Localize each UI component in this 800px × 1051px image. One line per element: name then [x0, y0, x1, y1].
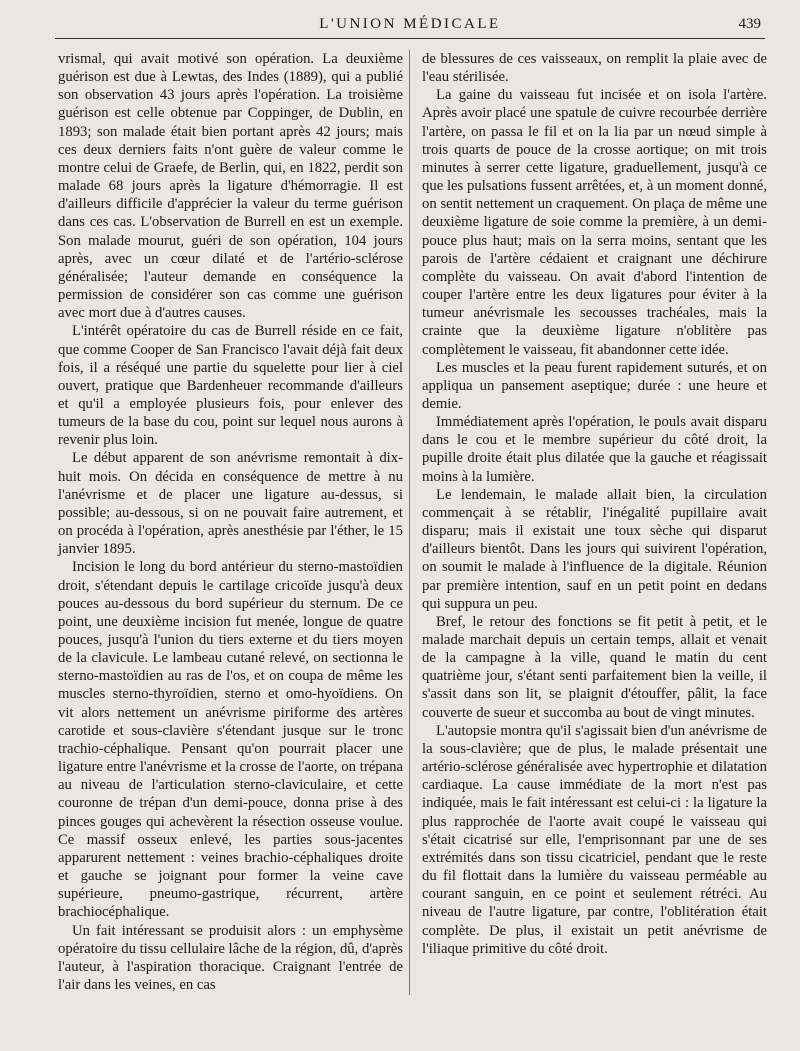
left-column: [58, 50, 403, 994]
right-column: [422, 50, 767, 958]
paragraph: vrismal, qui avait motivé son opération. La deuxième guérison est due à Lewtas, des Indes (1889), qui a publié son observation 43 jours après l'opération. La troisième guérison est celle obtenue par Coppinger, de Dublin, en 1893; son malade était bien portant après 42 jours; mais ces deux derniers faits n'ont guère de valeur comme le montre celui de Graefe, de Berlin, qui, en 1822, perdit son malade 68 jours après la ligature d'hémorragie. Il est d'ailleurs difficile d'apprécier la valeur du terme guérison dans ces cas. L'observation de Burrell en est un exemple. Son malade mourut, guéri de son opération, 104 jours après, avec un cœur dilaté et de l'artério-sclérose généralisée; l'auteur demande en conséquence la permission de considérer son cas comme une guérison avec mort due à d'autres causes.: [58, 51, 403, 322]
paragraph: Les muscles et la peau furent rapidement suturés, et on appliqua un pansement aseptique; durée : une heure et demie.: [422, 359, 767, 412]
running-header: [55, 12, 765, 39]
paragraph: Un fait intéressant se produisit alors : un emphysème opératoire du tissu cellulaire lâche de la région, dû, d'après l'auteur, à l'aspiration thoracique. Craignant l'entrée de l'air dans les veines, en cas: [58, 922, 403, 993]
paragraph: Bref, le retour des fonctions se fit petit à petit, et le malade marchait depuis un certain temps, allait et venait de la campagne à la ville, quand le matin du cent quatrième jour, s'étant senti parfaitement bien la veille, il s'assit dans son lit, se plaignit d'étouffer, pâlit, la face couverte de sueur et succomba au bout de vingt minutes.: [422, 613, 767, 721]
page-number: 439: [738, 16, 761, 32]
paragraph: Le début apparent de son anévrisme remontait à dix-huit mois. On décida en conséquence de mettre à nu l'anévrisme et de placer une ligature au-dessus, si possible; au-dessous, si on ne pouvait faire autrement, et on procéda à l'opération, après anesthésie par l'éther, le 15 janvier 1895.: [58, 450, 403, 558]
column-divider: [409, 50, 410, 995]
paragraph: L'intérêt opératoire du cas de Burrell réside en ce fait, que comme Cooper de San Francisco l'avait déjà fait deux fois, il a réséqué une partie du squelette pour lier à ciel ouvert, pratique que Bardenheuer recommande d'ailleurs et qu'il a employée plusieurs fois, pour enlever des tumeurs de la base du cou, point sur lequel nous aurons à revenir plus loin.: [58, 323, 403, 449]
paragraph: Incision le long du bord antérieur du sterno-mastoïdien droit, s'étendant depuis le cartilage cricoïde jusqu'à deux pouces au-dessous du bord supérieur du sternum. De ce point, une deuxième incision fut menée, longue de quatre pouces, jusqu'à l'union du tiers externe et du tiers moyen de la clavicule. Le lambeau cutané relevé, on sectionna le sterno-mastoïdien au ras de l'os, et on coupa de même les muscles sterno-thyroïdien, sterno et omo-hyoïdiens. On vit alors nettement un anévrisme piriforme des artères carotide et sous-clavière s'étendant jusque sur le tronc trachio-céphalique. Pensant qu'on pourrait placer une ligature entre l'anévrisme et la crosse de l'aorte, on trépana au niveau de l'articulation sterno-claviculaire, et cette couronne de trépan d'un demi-pouce, donna prise à des pinces gouges qui achevèrent la résection osseuse voulue. Ce massif osseux enlevé, les parties sous-jacentes apparurent nettement : veines brachio-céphaliques droite et gauche se joignant pour former la veine cave supérieure, pneumo-gastrique, récurrent, artère brachiocéphalique.: [58, 559, 403, 921]
paragraph: La gaine du vaisseau fut incisée et on isola l'artère. Après avoir placé une spatule de cuivre recourbée derrière l'artère, on passa le fil et on la lia par un nœud simple à trois quarts de pouce de la crosse aortique; on mit trois minutes à serrer cette ligature, graduellement, jusqu'à ce que les pulsations fussent arrêtées, et, à un moment donné, on sentit nettement un craquement. On plaça de même une deuxième ligature de soie comme la première, à un demi-pouce plus haut; mais on la serra moins, sentant que les parois de l'artère cédaient et craignant une déchirure complète du vaisseau. On avait d'abord l'intention de couper l'artère entre les deux ligatures pour éviter à la tumeur anévrismale les secousses trachéales, mais la crainte que la deuxième ligature n'oblitère pas complètement le vaisseau, fit abandonner cette idée.: [422, 87, 767, 358]
paragraph: Le lendemain, le malade allait bien, la circulation commençait à se rétablir, l'inégalité pupillaire avait disparu; mais il existait une toux sèche qui disparut d'ailleurs bientôt. Dans les jours qui suivirent l'opération, on soumit le malade à l'influence de la digitale. Réunion par première intention, sauf en un petit point en dedans qui suppura un peu.: [422, 486, 767, 612]
paragraph: L'autopsie montra qu'il s'agissait bien d'un anévrisme de la sous-clavière; que de plus, le malade présentait une artério-sclérose généralisée avec hypertrophie et dilatation cardiaque. La cause immédiate de la mort n'est pas indiquée, mais le fait intéressant est celui-ci : la ligature la plus rapprochée de l'aorte avait coupé le vaisseau qui s'était cicatrisé sur elle, l'emprisonnant par une de ses extrémités dans son tissu cicatriciel, pendant que le reste du fil flottait dans la lumière du vaisseau perméable au courant sanguin, en ce point et seulement rétréci. Au niveau de l'autre ligature, par contre, l'oblitération était complète. De plus, il existait un petit anévrisme de l'iliaque primitive du côté droit.: [422, 722, 767, 957]
paragraph: de blessures de ces vaisseaux, on remplit la plaie avec de l'eau stérilisée.: [422, 51, 767, 86]
journal-title: L'UNION MÉDICALE: [319, 16, 501, 32]
paragraph: Immédiatement après l'opération, le pouls avait disparu dans le cou et le membre supérieur du côté droit, la pupille droite était plus dilatée que la gauche et réagissait moins à la lumière.: [422, 414, 767, 485]
